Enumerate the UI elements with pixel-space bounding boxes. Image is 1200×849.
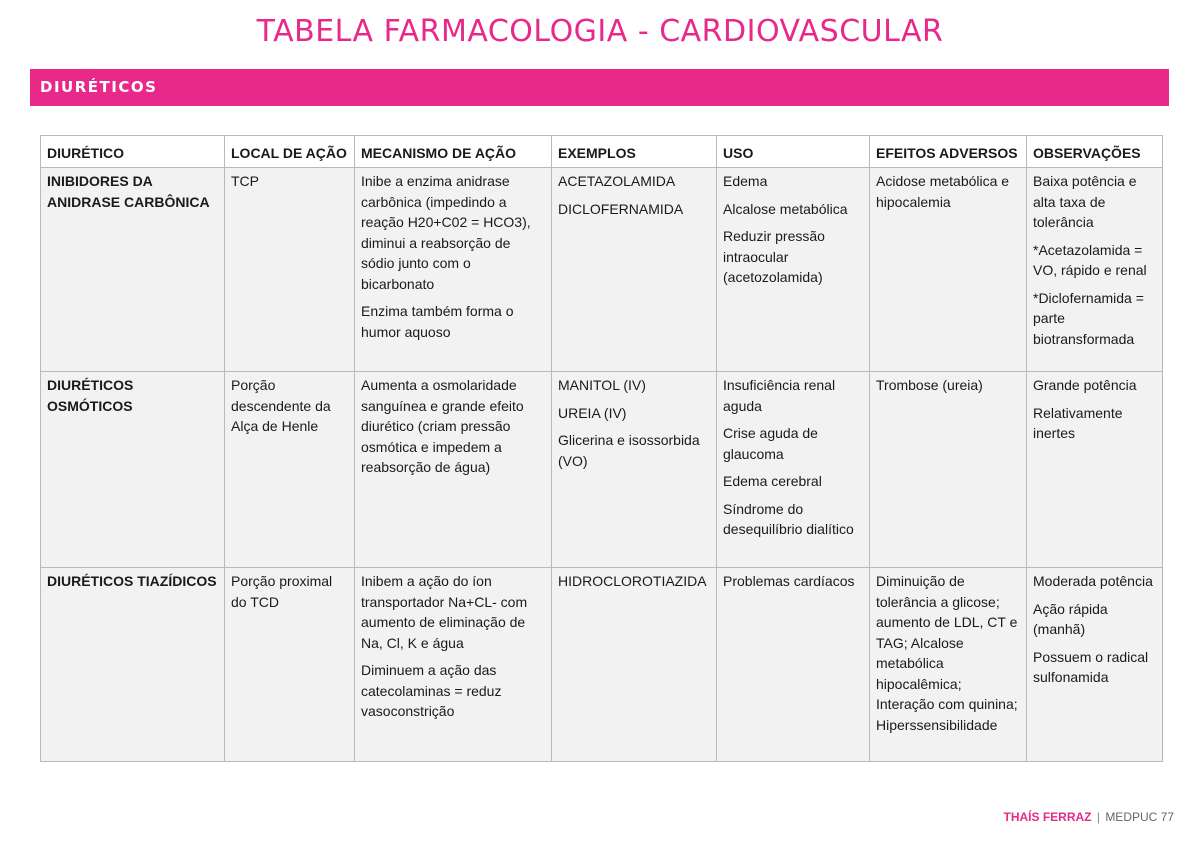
mechanism-text: Inibe a enzima anidrase carbônica (impedindo a reação H20+C02 = HCO3), diminui a reabsorção de sódio junto com o bicarbonato [361, 173, 531, 292]
adverse-effect-text: Trombose (ureia) [876, 377, 983, 393]
cell-adverse-effects [870, 568, 1027, 762]
cell-adverse-effects [870, 168, 1027, 372]
observation-item: Possuem o radical sulfonamida [1033, 648, 1149, 685]
adverse-effect-text: Diminuição de tolerância a glicose; aumento de LDL, CT e TAG; Alcalose metabólica hipocalêmica; Interação com quinina; Hiperssensibilidade [876, 573, 1018, 733]
column-header: EXEMPLOS [552, 136, 717, 168]
cell-diuretic-class: DIURÉTICOS OSMÓTICOS [41, 372, 225, 568]
column-header: DIURÉTICO [41, 136, 225, 168]
mechanism-text: Enzima também forma o humor aquoso [361, 303, 514, 340]
example-item: MANITOL (IV) [558, 377, 646, 393]
column-header: LOCAL DE AÇÃO [225, 136, 355, 168]
adverse-effect-text: Acidose metabólica e hipocalemia [876, 173, 1010, 210]
cell-examples [552, 568, 717, 762]
observation-item: Grande potência [1033, 377, 1137, 393]
table-row [41, 568, 1163, 762]
pharmacology-table [40, 135, 1163, 762]
table-row [41, 168, 1163, 372]
example-item: Glicerina e isossorbida (VO) [558, 432, 700, 469]
cell-examples [552, 168, 717, 372]
cell-use [717, 168, 870, 372]
use-item: Reduzir pressão intraocular (acetozolamida) [723, 228, 825, 285]
footer-page-label: MEDPUC 77 [1105, 810, 1174, 824]
cell-mechanism [355, 568, 552, 762]
observation-item: Baixa potência e alta taxa de tolerância [1033, 173, 1137, 230]
page-footer [1004, 810, 1175, 824]
example-item: ACETAZOLAMIDA [558, 173, 676, 189]
example-item: HIDROCLOROTIAZIDA [558, 573, 707, 589]
cell-diuretic-class: DIURÉTICOS TIAZÍDICOS [41, 568, 225, 762]
cell-observations [1027, 168, 1163, 372]
cell-use [717, 568, 870, 762]
observation-item: *Diclofernamida = parte biotransformada [1033, 289, 1144, 347]
cell-site-of-action: Porção descendente da Alça de Henle [225, 372, 355, 568]
example-item: UREIA (IV) [558, 404, 627, 421]
cell-mechanism [355, 168, 552, 372]
use-item: Edema [723, 173, 768, 189]
section-title: DIURÉTICOS [40, 78, 158, 96]
cell-adverse-effects [870, 372, 1027, 568]
use-item: Alcalose metabólica [723, 200, 848, 217]
mechanism-text: Inibem a ação do íon transportador Na+CL- com aumento de eliminação de Na, Cl, K e água [361, 573, 528, 651]
use-item: Edema cerebral [723, 473, 822, 489]
cell-site-of-action: TCP [225, 168, 355, 372]
section-header [30, 69, 1169, 106]
table-header-row [41, 136, 1163, 168]
use-item: Insuficiência renal aguda [723, 377, 836, 414]
cell-observations [1027, 372, 1163, 568]
cell-mechanism [355, 372, 552, 568]
observation-item: *Acetazolamida = VO, rápido e renal [1033, 241, 1147, 278]
cell-observations [1027, 568, 1163, 762]
cell-site-of-action: Porção proximal do TCD [225, 568, 355, 762]
mechanism-text: Diminuem a ação das catecolaminas = reduz vasoconstrição [361, 662, 502, 719]
cell-diuretic-class: INIBIDORES DA ANIDRASE CARBÔNICA [41, 168, 225, 372]
use-item: Crise aguda de glaucoma [723, 425, 818, 462]
footer-author: THAÍS FERRAZ [1003, 810, 1092, 824]
observation-item: Ação rápida (manhã) [1033, 600, 1108, 637]
mechanism-text: Aumenta a osmolaridade sanguínea e grande efeito diurético (criam pressão osmótica e impedem a reabsorção de água) [361, 377, 524, 475]
cell-use [717, 372, 870, 568]
column-header: USO [717, 136, 870, 168]
use-item: Síndrome do desequilíbrio dialítico [723, 500, 854, 537]
table-row [41, 372, 1163, 568]
example-item: DICLOFERNAMIDA [558, 200, 684, 217]
page-title: TABELA FARMACOLOGIA - CARDIOVASCULAR [256, 14, 944, 49]
use-item: Problemas cardíacos [723, 573, 855, 589]
column-header: EFEITOS ADVERSOS [870, 136, 1027, 168]
column-header: MECANISMO DE AÇÃO [355, 136, 552, 168]
footer-separator: | [1096, 810, 1100, 824]
column-header: OBSERVAÇÕES [1027, 136, 1163, 168]
observation-item: Relativamente inertes [1033, 404, 1123, 441]
cell-examples [552, 372, 717, 568]
observation-item: Moderada potência [1033, 573, 1153, 589]
